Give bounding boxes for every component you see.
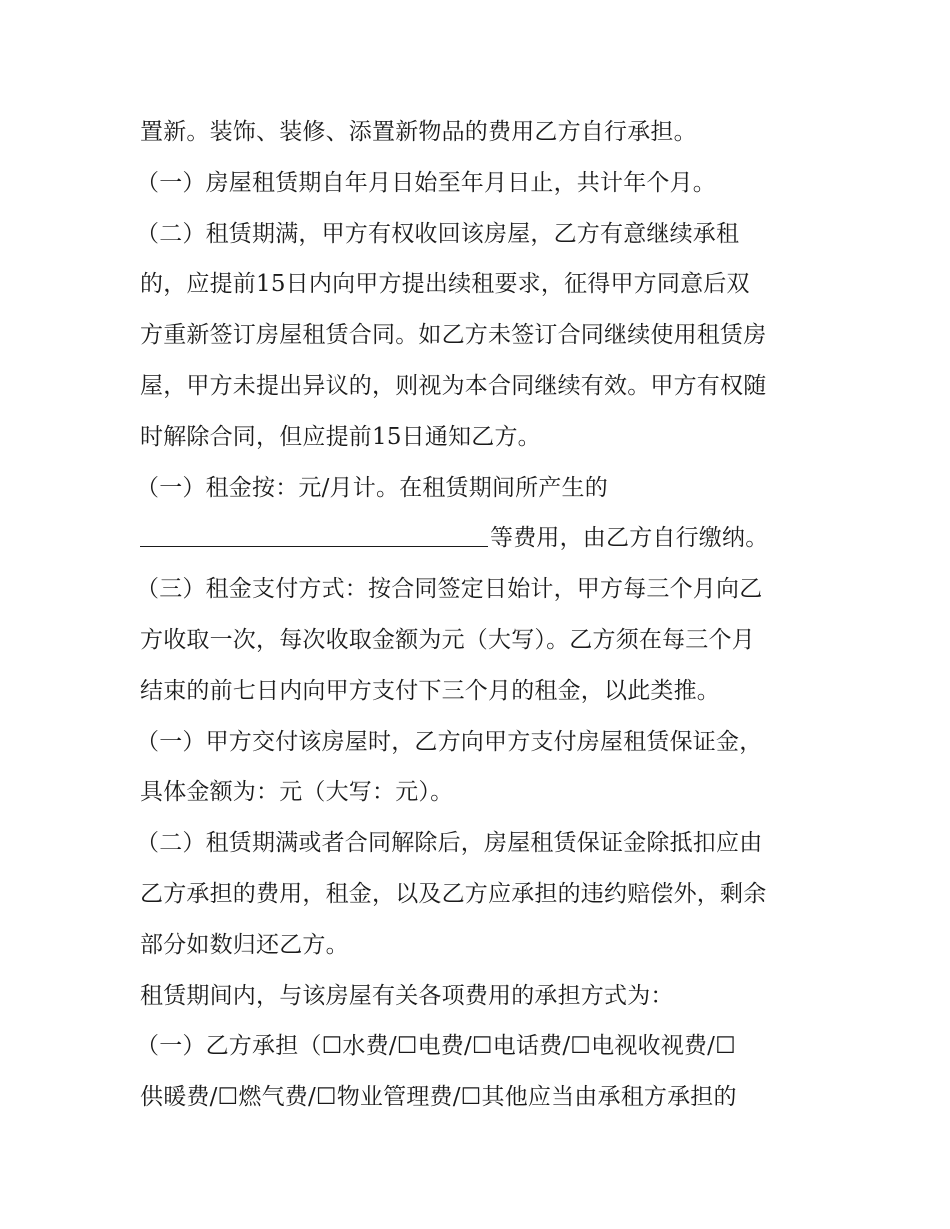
text-line-17: 部分如数归还乙方。: [140, 931, 349, 958]
text-line-3: （二）租赁期满，甲方有权收回该房屋，乙方有意继续承租: [136, 220, 740, 247]
text-line-8: （一）租金按：元/月计。在租赁期间所产生的: [136, 474, 608, 501]
text-line-12: 结束的前七日内向甲方支付下三个月的租金，以此类推。: [140, 677, 720, 704]
text-line-16: 乙方承担的费用，租金，以及乙方应承担的违约赔偿外，剩余: [140, 880, 767, 907]
text-line-10: （三）租金支付方式：按合同签定日始计，甲方每三个月向乙: [136, 576, 763, 603]
text-line-7: 时解除合同，但应提前15日通知乙方。: [140, 423, 541, 450]
text-line-19: （一）乙方承担（☐水费/☐电费/☐电话费/☐电视收视费/☐: [136, 1033, 736, 1060]
text-line-6: 屋，甲方未提出异议的，则视为本合同继续有效。甲方有权随: [140, 372, 767, 399]
contract-body: [136, 107, 820, 1123]
text-line-20: 供暖费/☐燃气费/☐物业管理费/☐其他应当由承租方承担的: [140, 1084, 737, 1111]
text-line-4: 的，应提前15日内向甲方提出续租要求，征得甲方同意后双: [140, 271, 750, 298]
text-line-15: （二）租赁期满或者合同解除后，房屋租赁保证金除抵扣应由: [136, 830, 763, 857]
text-line-9: 等费用，由乙方自行缴纳。: [490, 525, 769, 552]
text-line-18: 租赁期间内，与该房屋有关各项费用的承担方式为：: [140, 982, 674, 1009]
fill-in-blank: [140, 526, 488, 547]
text-line-1: 置新。装饰、装修、添置新物品的费用乙方自行承担。: [140, 119, 697, 145]
text-line-11: 方收取一次，每次收取金额为元（大写）。乙方须在每三个月: [140, 626, 755, 653]
text-line-5: 方重新签订房屋租赁合同。如乙方未签订合同继续使用租赁房: [140, 322, 767, 349]
text-line-14: 具体金额为：元（大写：元）。: [140, 779, 454, 806]
text-line-9-wrapper: [140, 513, 820, 564]
text-line-13: （一）甲方交付该房屋时，乙方向甲方支付房屋租赁保证金，: [136, 728, 763, 755]
text-line-2: （一）房屋租赁期自年月日始至年月日止，共计年个月。: [136, 169, 716, 196]
